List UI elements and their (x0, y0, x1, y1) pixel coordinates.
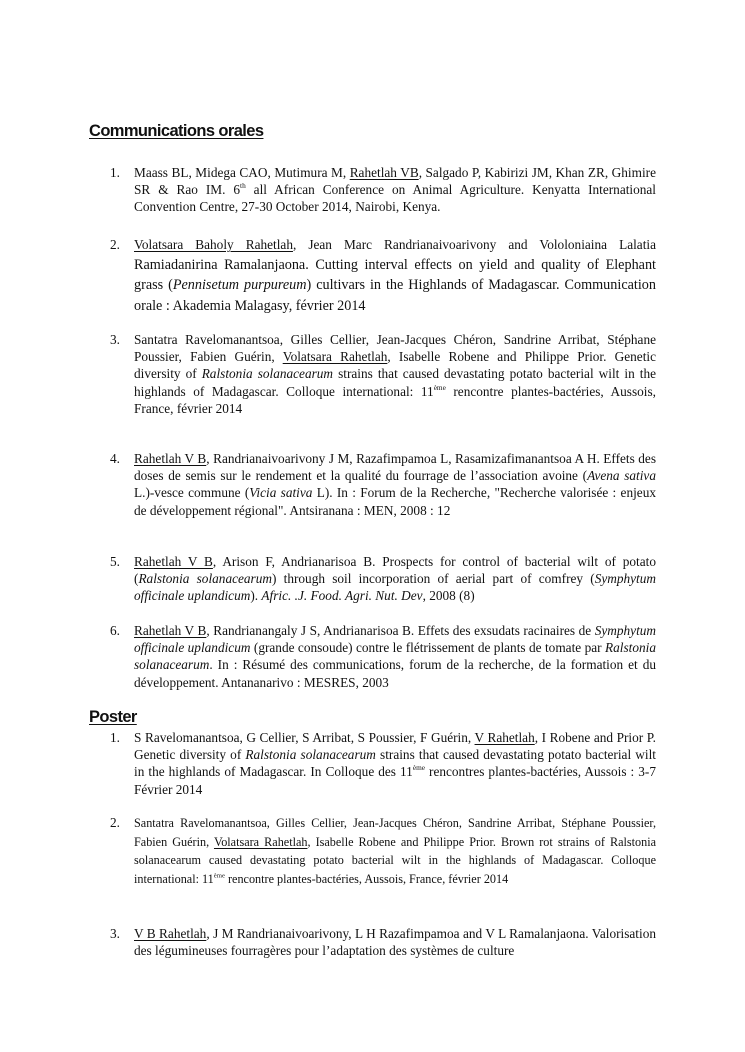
oral-entry-3 (110, 331, 656, 417)
entry-text: Santatra Ravelomanantsoa, Gilles Cellier, Jean-Jacques Chéron, Sandrine Arribat, Stéphane Poussier, Fabien Guérin, Volatsara Rahetlah, Isabelle Robene and Philippe Prior. Brown rot strains of Ralstonia solanacearum caused devastating potato bacterial wilt in the highlands of Madagascar. Colloque international: 11ème rencontre plantes-bactéries, Aussois, France, février 2014 (134, 816, 656, 886)
author-highlight: Volatsara Baholy Rahetlah (134, 237, 293, 252)
poster-entry-3 (110, 925, 656, 959)
author-highlight: V Rahetlah (474, 730, 535, 745)
oral-entry-4 (110, 450, 656, 519)
entry-number: 3. (110, 332, 120, 347)
entry-text: Volatsara Baholy Rahetlah, Jean Marc Randrianaivoarivony and Vololoniaina Lalatia Ramiadanirina Ramalanjaona. Cutting interval effects on yield and quality of Elephant grass (Pennisetum purpureum) cultivars in the Highlands of Madagascar. Communication orale : Akademia Malagasy, février 2014 (134, 237, 656, 314)
oral-entry-5 (110, 553, 656, 605)
entry-number: 2. (110, 815, 120, 830)
author-highlight: Rahetlah V B (134, 623, 207, 638)
entry-text: Maass BL, Midega CAO, Mutimura M, Rahetlah VB, Salgado P, Kabirizi JM, Khan ZR, Ghimire SR & Rao IM. 6th all African Conference on Animal Agriculture. Kenyatta International Convention Centre, 27-30 October 2014, Nairobi, Kenya. (134, 165, 656, 215)
entry-number: 3. (110, 926, 120, 941)
entry-text: Rahetlah V B, Randrianaivoarivony J M, Razafimpamoa L, Rasamizafimanantsoa A H. Effets des doses de semis sur le rendement et la qualité du fourrage de l’association avoine (Avena sativa L.)-vesce commune (Vicia sativa L). In : Forum de la Recherche, "Recherche valorisée : enjeux de développement régional". Antsiranana : MEN, 2008 : 12 (134, 451, 656, 518)
poster-entry-1 (110, 729, 656, 798)
author-highlight: Volatsara Rahetlah (213, 834, 308, 849)
oral-entry-6 (110, 622, 656, 691)
entry-number: 1. (110, 730, 120, 745)
author-highlight: V B Rahetlah (134, 926, 207, 941)
oral-entry-1 (110, 164, 656, 216)
entry-text: Rahetlah V B, Randrianangaly J S, Andrianarisoa B. Effets des exsudats racinaires de Symphytum officinale uplandicum (grande consoude) contre le flétrissement de plants de tomate par Ralstonia solanacearum. In : Résumé des communications, forum de la recherche, de la formation et du développement. Antananarivo : MESRES, 2003 (134, 623, 657, 690)
oral-entry-2 (110, 235, 656, 316)
section-heading-oral: Communications orales (89, 122, 264, 140)
entry-number: 6. (110, 623, 120, 638)
author-highlight: Rahetlah V B (134, 554, 213, 569)
author-highlight: Rahetlah VB (349, 165, 419, 180)
entry-text: V B Rahetlah, J M Randrianaivoarivony, L H Razafimpamoa and V L Ramalanjaona. Valorisation des légumineuses fourragères pour l’adaptation des systèmes de culture (134, 926, 656, 959)
entry-text: S Ravelomanantsoa, G Cellier, S Arribat, S Poussier, F Guérin, V Rahetlah, I Robene and Prior P. Genetic diversity of Ralstonia solanacearum strains that caused devastating potato bacterial wilt in the highlands of Madagascar. In Colloque des 11ème rencontres plantes-bactéries, Aussois : 3-7 Février 2014 (134, 730, 656, 797)
entry-number: 5. (110, 554, 120, 569)
author-highlight: Rahetlah V B (134, 451, 207, 466)
entry-text: Santatra Ravelomanantsoa, Gilles Cellier, Jean-Jacques Chéron, Sandrine Arribat, Stéphane Poussier, Fabien Guérin, Volatsara Rahetlah, Isabelle Robene and Philippe Prior. Genetic diversity of Ralstonia solanacearum strains that caused devastating potato bacterial wilt in the highlands of Madagascar. Colloque international: 11ème rencontre plantes-bactéries, Aussois, France, février 2014 (134, 332, 657, 416)
entry-number: 4. (110, 451, 120, 466)
author-highlight: Volatsara Rahetlah (282, 349, 388, 365)
section-heading-poster: Poster (89, 708, 137, 726)
poster-entry-2 (110, 814, 656, 888)
entry-text: Rahetlah V B, Arison F, Andrianarisoa B. Prospects for control of bacterial wilt of potato (Ralstonia solanacearum) through soil incorporation of aerial part of comfrey (Symphytum officinale uplandicum). Afric. .J. Food. Agri. Nut. Dev, 2008 (8) (134, 554, 656, 604)
entry-number: 1. (110, 165, 120, 180)
entry-number: 2. (110, 237, 120, 252)
